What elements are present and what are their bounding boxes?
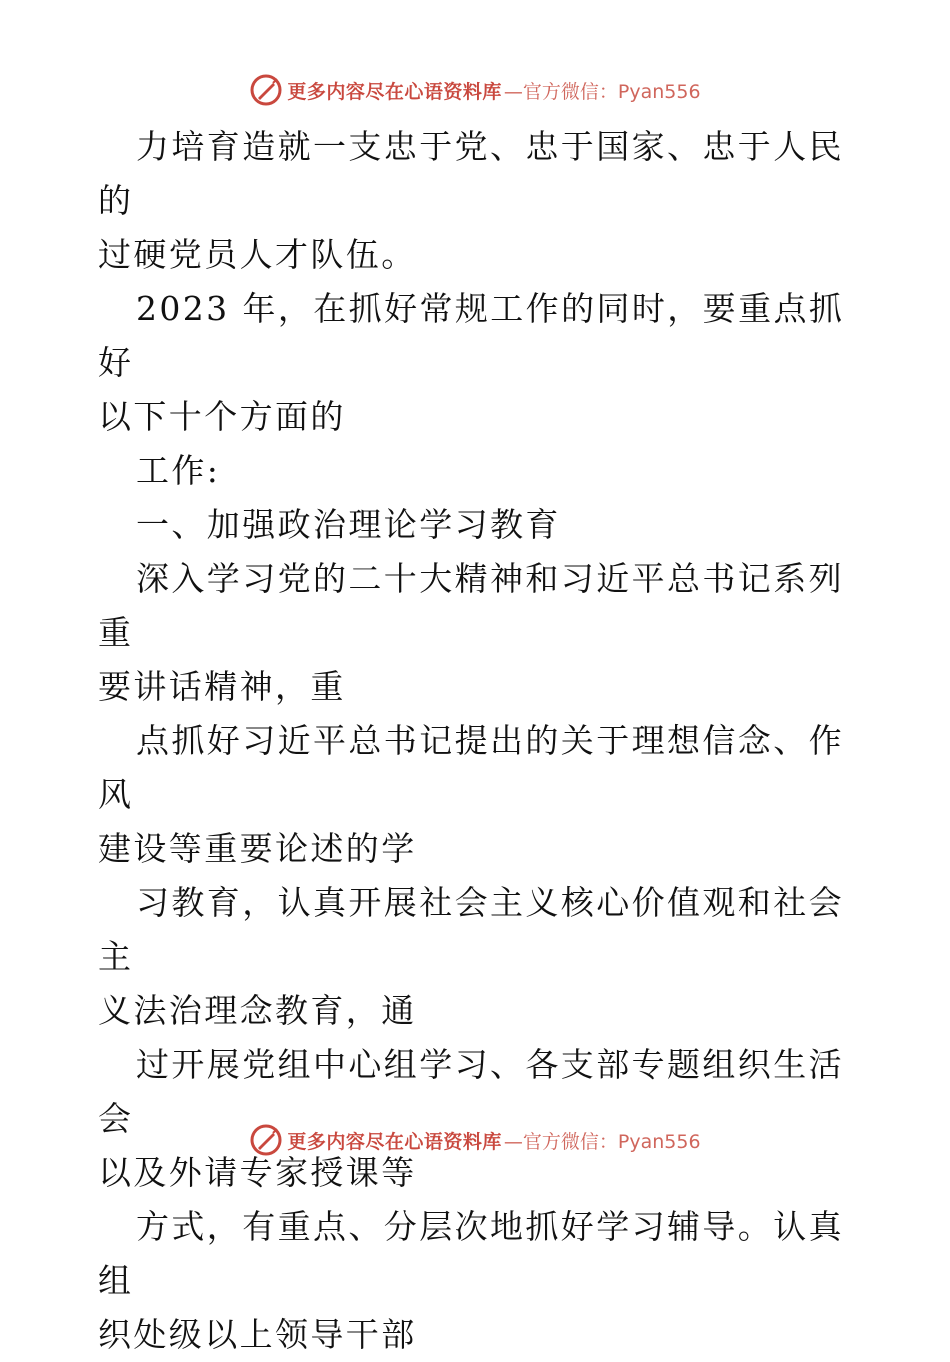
watermark-header <box>0 70 950 110</box>
watermark-wechat-text: —官方微信：Pyan556 <box>503 80 701 103</box>
paragraph: 2023 年，在抓好常规工作的同时，要重点抓好 以下十个方面的 <box>98 289 845 436</box>
watermark-wechat-text: —官方微信：Pyan556 <box>503 1130 701 1153</box>
paragraph: 力培育造就一支忠于党、忠于国家、忠于人民的 过硬党员人才队伍。 <box>98 127 844 274</box>
watermark-main-text: 更多内容尽在心语资料库 <box>287 1130 502 1153</box>
section-heading: 一、加强政治理论学习教育 <box>136 505 561 544</box>
paragraph: 过开展党组中心组学习、各支部专题组织生活会 以及外请专家授课等 <box>98 1045 844 1192</box>
paragraph: 深入学习党的二十大精神和习近平总书记系列重 要讲话精神，重 <box>98 559 844 706</box>
paragraph: 工作: <box>136 451 221 490</box>
quill-pen-logo-icon <box>249 1123 283 1157</box>
watermark-main-text: 更多内容尽在心语资料库 <box>287 80 502 103</box>
paragraph: 方式，有重点、分层次地抓好学习辅导。认真组 织处级以上领导干部 <box>98 1207 844 1354</box>
document-body <box>98 120 858 1362</box>
paragraph: 点抓好习近平总书记提出的关于理想信念、作风 建设等重要论述的学 <box>98 721 844 868</box>
watermark-footer <box>0 1120 950 1160</box>
paragraph: 习教育，认真开展社会主义核心价值观和社会主 义法治理念教育，通 <box>98 883 844 1030</box>
quill-pen-logo-icon <box>249 73 283 107</box>
